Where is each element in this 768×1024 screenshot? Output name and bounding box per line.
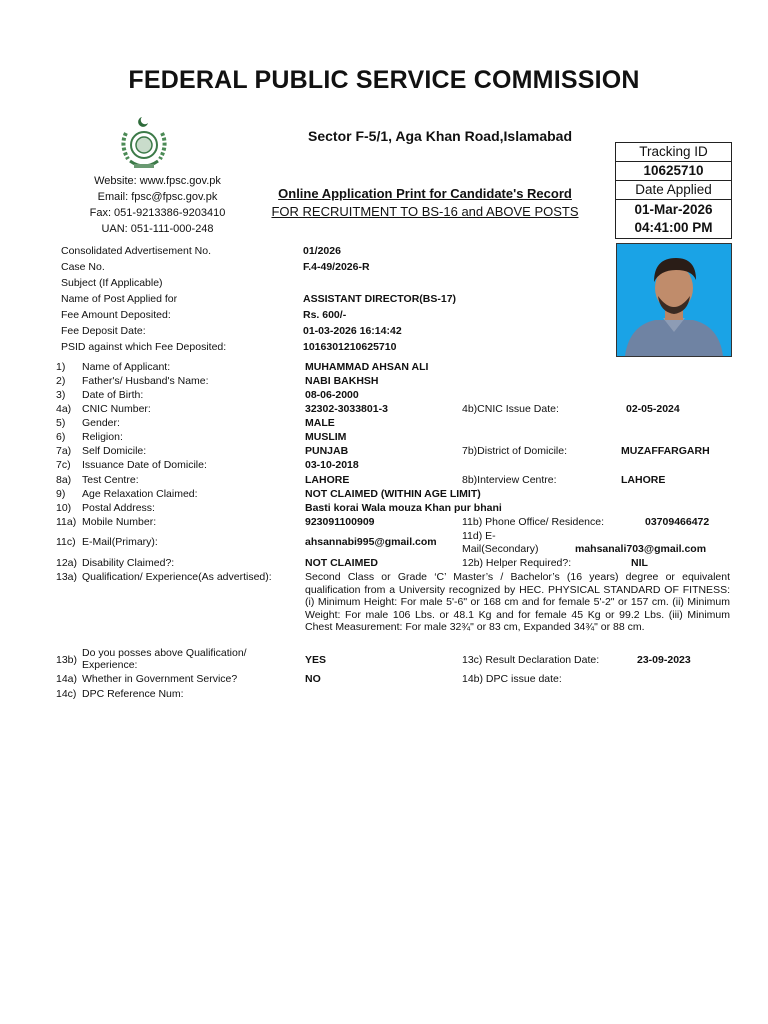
- print-subtitle: FOR RECRUITMENT TO BS-16 and ABOVE POSTS: [271, 204, 579, 219]
- item-num: 8a): [56, 474, 72, 486]
- fax-text: Fax: 051-9213386-9203410: [89, 207, 226, 219]
- disability-value: NOT CLAIMED: [305, 557, 378, 569]
- dob-value: 08-06-2000: [305, 389, 359, 401]
- phone-value: 03709466472: [645, 516, 710, 528]
- item-num: 12a): [56, 557, 78, 569]
- advert-label-1: Case No.: [61, 261, 105, 273]
- advert-value-3: ASSISTANT DIRECTOR(BS-17): [303, 293, 457, 305]
- item-num: 4a): [56, 403, 72, 415]
- advert-value-0: 01/2026: [303, 245, 341, 257]
- govt-service-value: NO: [305, 673, 321, 685]
- tracking-id-value: 10625710: [616, 162, 731, 181]
- item-num: 13a): [56, 571, 78, 583]
- email-secondary-label-line1: 11d) E-: [462, 530, 496, 542]
- gender-value: MALE: [305, 417, 335, 429]
- email-secondary-value: mahsanali703@gmail.com: [575, 543, 707, 555]
- item-num: 7c): [56, 459, 71, 471]
- cnic-issue-label: 4b)CNIC Issue Date:: [462, 403, 559, 415]
- phone-label: 11b) Phone Office/ Residence:: [462, 516, 605, 528]
- website-text: Website: www.fpsc.gov.pk: [94, 175, 221, 187]
- religion-value: MUSLIM: [305, 431, 347, 443]
- test-centre-label: Test Centre:: [82, 474, 139, 486]
- qualification-label: Qualification/ Experience(As advertised):: [82, 571, 272, 583]
- print-title: Online Application Print for Candidate's Record: [278, 186, 572, 201]
- item-num: 3): [56, 389, 66, 401]
- interview-centre-label: 8b)Interview Centre:: [462, 474, 557, 486]
- item-num: 11c): [56, 536, 76, 548]
- dpc-ref-label: DPC Reference Num:: [82, 688, 184, 700]
- advert-label-0: Consolidated Advertisement No.: [61, 245, 211, 257]
- advert-value-4: Rs. 600/-: [303, 309, 347, 321]
- advert-value-6: 1016301210625710: [303, 341, 397, 353]
- domicile-label: Self Domicile:: [82, 445, 147, 457]
- name-label: Name of Applicant:: [82, 361, 171, 373]
- interview-centre-value: LAHORE: [621, 474, 666, 486]
- cnic-value: 32302-3033801-3: [305, 403, 388, 415]
- item-num: 11a): [56, 516, 77, 528]
- item-num: 7a): [56, 445, 72, 457]
- dpc-issue-label: 14b) DPC issue date:: [462, 673, 562, 685]
- advert-label-6: PSID against which Fee Deposited:: [61, 341, 227, 353]
- possess-label-line1: Do you posses above Qualification/: [82, 647, 247, 659]
- date-applied-time: 04:41:00 PM: [634, 220, 713, 235]
- qualification-value: Second Class or Grade ‘C’ Master’s / Bachelor’s (16 years) degree or equivalent qualification from a University recognized by HEC. PHYSICAL STANDARD OF FITNESS: (i) Minimum Height: For male 5'-6" or 168 cm and for female 5'-2" or 157 cm. (ii) Minimum Weight: For male 106 Lbs. or 48.1 Kg and for female 45 Kg or 99.2 Lbs. (iii) Minimum Chest Measurement: For male 32¾" or 83 cm, Expanded 34¾" or 88 cm.: [305, 571, 730, 633]
- item-num: 10): [56, 502, 72, 514]
- uan-text: UAN: 051-111-000-248: [101, 223, 214, 235]
- age-relaxation-value: NOT CLAIMED (WITHIN AGE LIMIT): [305, 488, 481, 500]
- cnic-issue-value: 02-05-2024: [626, 403, 680, 415]
- advert-label-4: Fee Amount Deposited:: [61, 309, 171, 321]
- domicile-date-value: 03-10-2018: [305, 459, 359, 471]
- postal-address-value: Basti korai Wala mouza Khan pur bhani: [305, 502, 502, 514]
- item-num: 2): [56, 375, 66, 387]
- mobile-value: 923091100909: [305, 516, 375, 528]
- date-applied-date: 01-Mar-2026: [634, 202, 713, 217]
- gender-label: Gender:: [82, 417, 120, 429]
- helper-label: 12b) Helper Required?:: [462, 557, 572, 569]
- tracking-id-label: Tracking ID: [616, 143, 731, 162]
- cnic-label: CNIC Number:: [82, 403, 151, 415]
- advert-value-1: F.4-49/2026-R: [303, 261, 370, 273]
- advert-value-5: 01-03-2026 16:14:42: [303, 325, 402, 337]
- item-num: 14c): [56, 688, 77, 700]
- email-primary-value: ahsannabi995@gmail.com: [305, 536, 437, 548]
- postal-address-label: Postal Address:: [82, 502, 155, 514]
- name-value: MUHAMMAD AHSAN ALI: [305, 361, 429, 373]
- possess-label-line2: Experience:: [82, 659, 138, 671]
- applicant-photo: [616, 243, 732, 357]
- domicile-date-label: Issuance Date of Domicile:: [82, 459, 207, 471]
- age-relaxation-label: Age Relaxation Claimed:: [82, 488, 198, 500]
- advert-label-2: Subject (If Applicable): [61, 277, 163, 289]
- date-applied-label: Date Applied: [616, 181, 731, 200]
- advert-label-5: Fee Deposit Date:: [61, 325, 146, 337]
- govt-service-label: Whether in Government Service?: [82, 673, 238, 685]
- item-num: 6): [56, 431, 66, 443]
- item-num: 9): [56, 488, 66, 500]
- father-name-value: NABI BAKHSH: [305, 375, 379, 387]
- religion-label: Religion:: [82, 431, 123, 443]
- possess-value: YES: [305, 654, 327, 666]
- district-label: 7b)District of Domicile:: [462, 445, 568, 457]
- item-num: 5): [56, 417, 66, 429]
- father-name-label: Father's/ Husband's Name:: [82, 375, 209, 387]
- email-primary-label: E-Mail(Primary):: [82, 536, 158, 548]
- disability-label: Disability Claimed?:: [82, 557, 175, 569]
- email-text: Email: fpsc@fpsc.gov.pk: [97, 191, 218, 203]
- district-value: MUZAFFARGARH: [621, 445, 710, 457]
- dob-label: Date of Birth:: [82, 389, 144, 401]
- item-num: 14a): [56, 673, 78, 685]
- test-centre-value: LAHORE: [305, 474, 350, 486]
- result-date-value: 23-09-2023: [637, 654, 691, 666]
- advert-label-3: Name of Post Applied for: [61, 293, 178, 305]
- state-emblem-icon: [112, 113, 176, 173]
- email-secondary-label-line2: Mail(Secondary): [462, 543, 539, 555]
- mobile-label: Mobile Number:: [82, 516, 157, 528]
- address-text: Sector F-5/1, Aga Khan Road,Islamabad: [308, 128, 572, 144]
- helper-value: NIL: [631, 557, 648, 569]
- page-title: FEDERAL PUBLIC SERVICE COMMISSION: [128, 66, 640, 94]
- item-num: 13b): [56, 654, 78, 666]
- date-applied-value: [616, 200, 731, 238]
- domicile-value: PUNJAB: [305, 445, 349, 457]
- tracking-box: [615, 142, 732, 239]
- item-num: 1): [56, 361, 66, 373]
- result-date-label: 13c) Result Declaration Date:: [462, 654, 600, 666]
